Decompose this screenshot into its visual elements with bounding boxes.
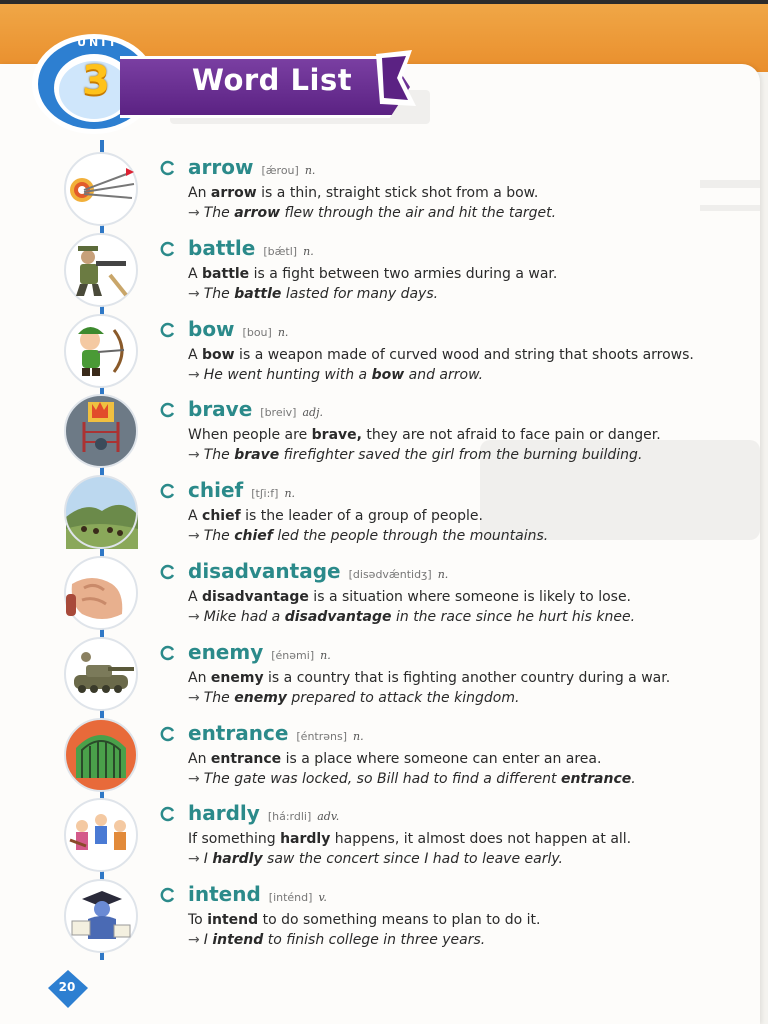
example-text: lasted for many days. [281, 286, 439, 302]
definition-text: they are not afraid to face pain or danger. [361, 427, 661, 443]
definition [188, 425, 661, 445]
definition [188, 829, 631, 849]
entry-header [160, 720, 760, 750]
entry-header [160, 235, 760, 265]
word-entry [160, 639, 760, 706]
example-text: . [631, 771, 636, 787]
headword [188, 800, 339, 830]
definition-text: is the leader of a group of people. [240, 508, 483, 524]
headword [188, 477, 295, 507]
bullet-icon [160, 483, 176, 499]
pronunciation: [bou] [242, 326, 272, 339]
arrow-icon: → [188, 528, 200, 544]
pronunciation: [éntrəns] [296, 730, 348, 743]
definition-text: To [188, 912, 208, 928]
firefighter-icon [62, 392, 140, 470]
example-keyword: enemy [234, 690, 287, 706]
part-of-speech: n. [437, 568, 449, 581]
example-text: I [203, 932, 213, 948]
part-of-speech: n. [277, 326, 289, 339]
definition-text: is a country that is fighting another country during a war. [263, 670, 671, 686]
example-text: The [203, 447, 235, 463]
headword-text: intend [188, 882, 261, 906]
example-sentence [188, 849, 563, 869]
word-entry [160, 316, 760, 383]
definition-text: An [188, 670, 211, 686]
word-entry [160, 881, 760, 948]
example-sentence [188, 365, 483, 385]
definition [188, 345, 694, 365]
example-text: The gate was locked, so Bill had to find a different [203, 771, 561, 787]
gate-entrance-icon [62, 716, 140, 794]
definition-text: If something [188, 831, 281, 847]
definition [188, 910, 540, 930]
example-text: prepared to attack the kingdom. [286, 690, 520, 706]
pronunciation: [breiv] [260, 406, 297, 419]
example-text: The [203, 286, 235, 302]
arrow-icon: → [188, 205, 200, 221]
archer-bow-icon [62, 312, 140, 390]
word-entry [160, 235, 760, 302]
example-keyword: hardly [212, 851, 263, 867]
definition-keyword: arrow [210, 185, 257, 201]
example-text: I [203, 851, 213, 867]
headword [188, 720, 364, 750]
definition [188, 749, 601, 769]
example-sentence [188, 769, 636, 789]
definition-text: is a weapon made of curved wood and string that shoots arrows. [234, 347, 694, 363]
definition [188, 264, 557, 284]
example-text: The [203, 690, 235, 706]
mountain-people-icon [62, 473, 140, 551]
word-entry [160, 558, 760, 625]
headword-text: arrow [188, 155, 254, 179]
part-of-speech: adj. [302, 406, 323, 419]
part-of-speech: adv. [317, 810, 340, 823]
headword-text: entrance [188, 721, 289, 745]
pronunciation: [há:rdli] [267, 810, 312, 823]
definition-keyword: bow [202, 347, 235, 363]
definition-keyword: enemy [210, 670, 264, 686]
concert-band-icon [62, 796, 140, 874]
pronunciation: [bǽtl] [263, 245, 298, 258]
example-text: and arrow. [404, 367, 484, 383]
definition-text: An [188, 751, 211, 767]
headword [188, 558, 448, 588]
bullet-icon [160, 806, 176, 822]
arrow-icon: → [188, 932, 200, 948]
definition-keyword: entrance [210, 751, 282, 767]
example-keyword: bow [371, 367, 405, 383]
bullet-icon [160, 887, 176, 903]
example-keyword: chief [234, 528, 273, 544]
example-sentence [188, 284, 438, 304]
example-keyword: entrance [560, 771, 632, 787]
bullet-icon [160, 645, 176, 661]
headword-text: hardly [188, 801, 260, 825]
arrow-icon: → [188, 690, 200, 706]
headword [188, 154, 315, 184]
bullet-icon [160, 160, 176, 176]
example-text: firefighter saved the girl from the burning building. [279, 447, 643, 463]
arrows-target-icon [62, 150, 140, 228]
word-entry [160, 477, 760, 544]
definition-text: happens, it almost does not happen at all. [330, 831, 632, 847]
tank-enemy-icon [62, 635, 140, 713]
definition-text: A [188, 589, 203, 605]
example-sentence [188, 688, 519, 708]
entry-header [160, 316, 760, 346]
headword [188, 639, 331, 669]
headword-text: battle [188, 236, 256, 260]
entry-header [160, 477, 760, 507]
definition [188, 668, 670, 688]
soldier-battle-icon [62, 231, 140, 309]
part-of-speech: n. [284, 487, 296, 500]
hurt-knee-icon [62, 554, 140, 632]
arrow-icon: → [188, 286, 200, 302]
arrow-icon: → [188, 447, 200, 463]
part-of-speech: n. [353, 730, 364, 743]
definition-text: A [188, 266, 203, 282]
definition [188, 587, 631, 607]
example-sentence [188, 930, 485, 950]
bullet-icon [160, 322, 176, 338]
definition-keyword: intend [207, 912, 259, 928]
bullet-icon [160, 241, 176, 257]
headword [188, 881, 327, 911]
arrow-icon: → [188, 771, 200, 787]
definition-text: is a thin, straight stick shot from a bow. [256, 185, 539, 201]
definition-text: is a situation where someone is likely to lose. [308, 589, 632, 605]
page-number: 20 [58, 980, 76, 994]
bullet-icon [160, 726, 176, 742]
arrow-icon: → [188, 367, 200, 383]
example-text: to finish college in three years. [263, 932, 486, 948]
definition-keyword: chief [202, 508, 241, 524]
word-entry [160, 800, 760, 867]
definition-text: to do something means to plan to do it. [258, 912, 541, 928]
pronunciation: [inténd] [268, 891, 313, 904]
example-keyword: intend [212, 932, 264, 948]
entry-header [160, 396, 760, 426]
definition-text: is a fight between two armies during a war. [249, 266, 558, 282]
bullet-icon [160, 564, 176, 580]
bullet-icon [160, 402, 176, 418]
word-entry [160, 720, 760, 787]
example-keyword: arrow [234, 205, 281, 221]
definition-text: An [188, 185, 211, 201]
example-text: led the people through the mountains. [272, 528, 549, 544]
word-entry [160, 154, 760, 221]
example-sentence [188, 203, 556, 223]
unit-label: UNIT [77, 36, 119, 49]
headword-text: chief [188, 478, 244, 502]
headword [188, 235, 314, 265]
example-keyword: brave [234, 447, 280, 463]
definition-text: A [188, 347, 203, 363]
definition [188, 183, 538, 203]
example-text: flew through the air and hit the target. [280, 205, 557, 221]
example-text: The [203, 205, 235, 221]
pronunciation: [disədvǽntidʒ] [348, 568, 432, 581]
definition-keyword: disadvantage [202, 589, 309, 605]
page-title: Word List [192, 63, 353, 97]
entry-header [160, 154, 760, 184]
arrow-icon: → [188, 851, 200, 867]
word-entry [160, 396, 760, 463]
example-text: The [203, 528, 235, 544]
part-of-speech: n. [304, 164, 316, 177]
headword-text: disadvantage [188, 559, 341, 583]
pronunciation: [tʃi:f] [251, 487, 279, 500]
entry-header [160, 881, 760, 911]
entry-header [160, 639, 760, 669]
example-text: He went hunting with a [203, 367, 372, 383]
pronunciation: [ǽrou] [261, 164, 299, 177]
part-of-speech: n. [320, 649, 331, 662]
definition [188, 506, 483, 526]
definition-keyword: hardly [280, 831, 331, 847]
example-keyword: disadvantage [284, 609, 392, 625]
example-sentence [188, 445, 642, 465]
headword [188, 316, 288, 346]
part-of-speech: v. [318, 891, 327, 904]
example-sentence [188, 526, 548, 546]
banner-ribbon-tail [372, 48, 420, 108]
entry-header [160, 800, 760, 830]
pronunciation: [énəmi] [271, 649, 315, 662]
part-of-speech: n. [303, 245, 314, 258]
example-text: saw the concert since I had to leave early. [262, 851, 563, 867]
headword-text: brave [188, 397, 253, 421]
example-keyword: battle [234, 286, 282, 302]
graduate-icon [62, 877, 140, 955]
headword-text: enemy [188, 640, 264, 664]
headword [188, 396, 323, 426]
unit-number: 3 [82, 58, 110, 104]
headword-text: bow [188, 317, 235, 341]
entry-header [160, 558, 760, 588]
definition-keyword: brave, [311, 427, 362, 443]
example-text: Mike had a [203, 609, 285, 625]
definition-text: When people are [188, 427, 312, 443]
example-sentence [188, 607, 635, 627]
definition-text: is a place where someone can enter an area. [281, 751, 602, 767]
definition-keyword: battle [202, 266, 250, 282]
arrow-icon: → [188, 609, 200, 625]
definition-text: A [188, 508, 203, 524]
example-text: in the race since he hurt his knee. [391, 609, 636, 625]
